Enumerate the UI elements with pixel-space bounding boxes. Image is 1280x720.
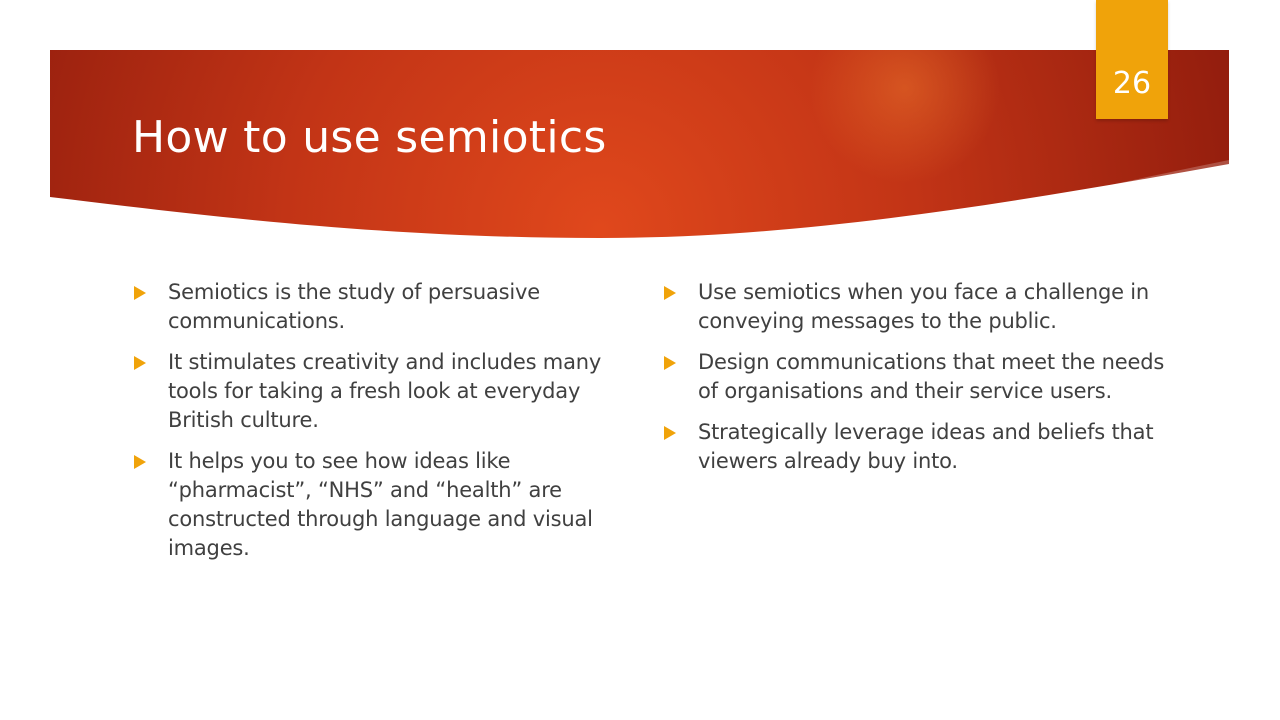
page-number-tab <box>1096 0 1168 119</box>
slide-title: How to use semiotics <box>132 112 607 163</box>
bullet-item <box>132 348 622 435</box>
bullet-text: It helps you to see how ideas like “pharmacist”, “NHS” and “health” are constructed through language and visual images. <box>168 449 593 560</box>
bullet-text: Use semiotics when you face a challenge in conveying messages to the public. <box>698 280 1150 333</box>
triangle-right-icon <box>134 286 146 300</box>
bullet-item <box>662 348 1172 406</box>
triangle-right-icon <box>664 426 676 440</box>
triangle-right-icon <box>664 356 676 370</box>
bullet-item <box>662 418 1172 476</box>
triangle-right-icon <box>664 286 676 300</box>
right-bullet-list <box>662 278 1172 488</box>
bullet-text: Strategically leverage ideas and beliefs that viewers already buy into. <box>698 420 1154 473</box>
page-number: 26 <box>1112 66 1152 101</box>
bullet-text: Design communications that meet the needs of organisations and their service users. <box>698 350 1165 403</box>
bullet-text: Semiotics is the study of persuasive communications. <box>168 280 540 333</box>
triangle-right-icon <box>134 356 146 370</box>
triangle-right-icon <box>134 455 146 469</box>
bullet-item <box>662 278 1172 336</box>
bullet-text: It stimulates creativity and includes many tools for taking a fresh look at everyday British culture. <box>168 350 602 432</box>
left-bullet-list <box>132 278 622 575</box>
bullet-item <box>132 447 622 563</box>
bullet-item <box>132 278 622 336</box>
